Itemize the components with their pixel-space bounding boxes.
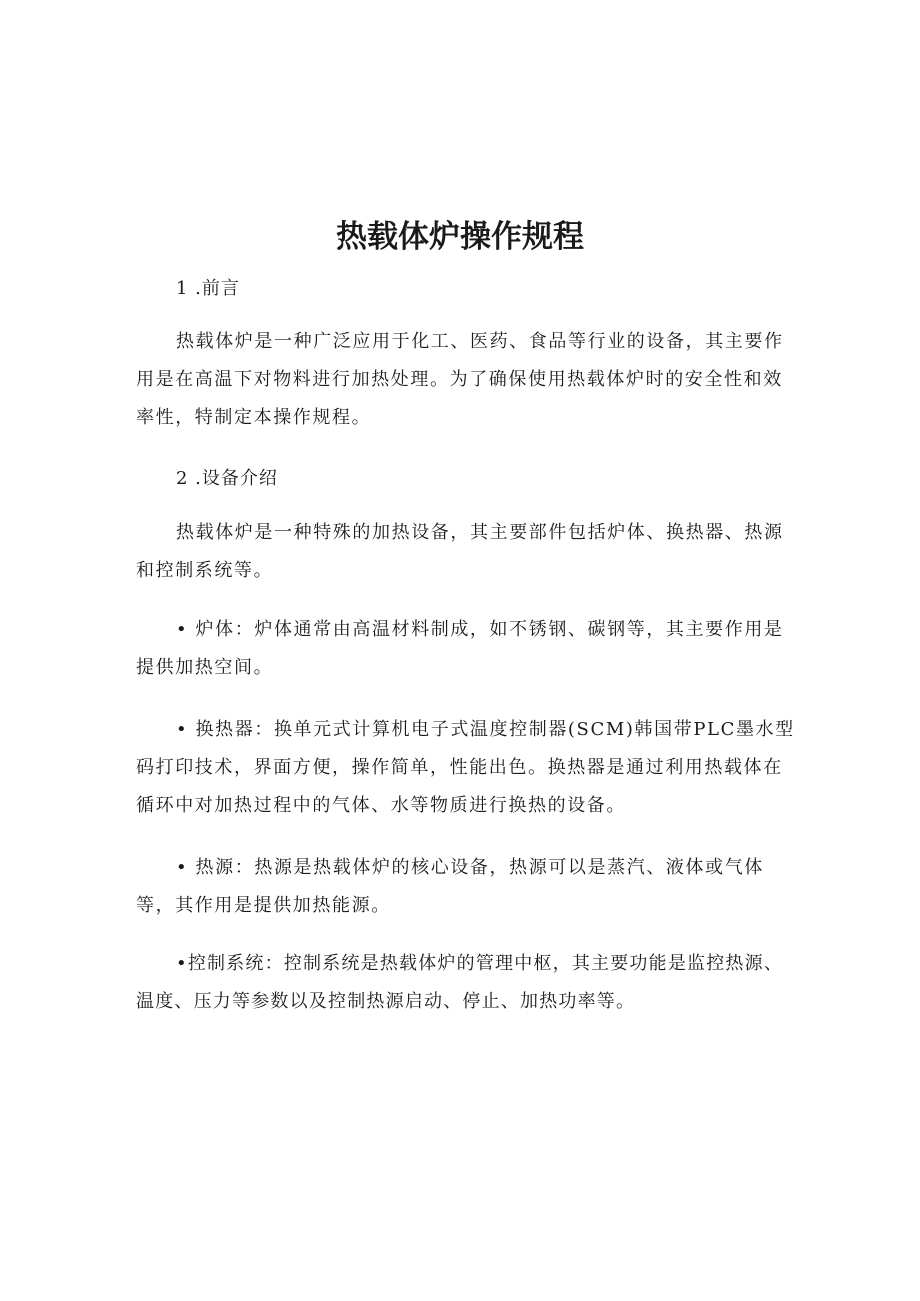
section-heading-equipment: 2 .设备介绍 [176,468,278,489]
section-heading-preface: 1 .前言 [176,278,240,299]
preface-paragraph: 热载体炉是一种广泛应用于化工、医药、食品等行业的设备，其主要作用是在高温下对物料进行加热处理。为了确保使用热载体炉时的安全性和效率性，特制定本操作规程。 [136,331,784,428]
equipment-intro-paragraph: 热载体炉是一种特殊的加热设备，其主要部件包括炉体、换热器、热源和控制系统等。 [136,522,784,581]
heat-exchanger-item: • 换热器：换单元式计算机电子式温度控制器(SCM)韩国带PLC墨水型码打印技术，界面方便，操作简单，性能出色。换热器是通过利用热载体在循环中对加热过程中的气体、水等物质进行换热的设备。 [136,719,795,816]
furnace-body-item: • 炉体：炉体通常由高温材料制成，如不锈钢、碳钢等，其主要作用是提供加热空间。 [136,619,784,678]
heat-source-item: • 热源：热源是热载体炉的核心设备，热源可以是蒸汽、液体或气体等，其作用是提供加热能源。 [136,857,764,916]
document-title: 热载体炉操作规程 [336,219,584,255]
control-system-item: •控制系统：控制系统是热载体炉的管理中枢，其主要功能是监控热源、温度、压力等参数以及控制热源启动、停止、加热功率等。 [136,953,784,1012]
